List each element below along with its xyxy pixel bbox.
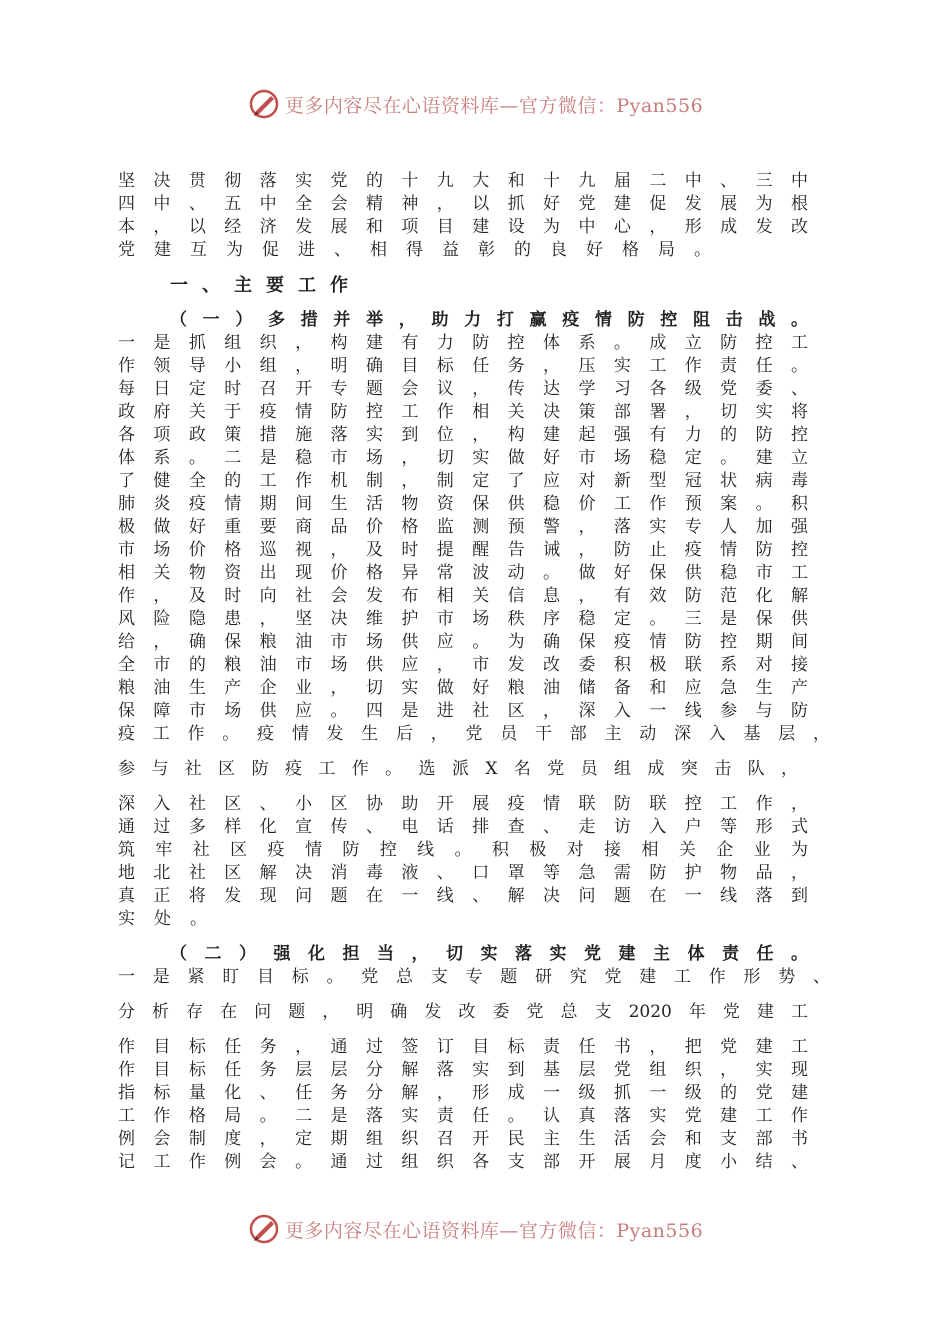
para-line: 保障市场供应。四是进社区，深入一线参与防 [118,701,808,721]
para-line: 地北社区解决消毒液、口罩等急需防护物品， [118,863,808,883]
para-line: 全市的粮油市场供应，市发改委积极联系对接 [118,655,808,675]
para-line: 一是紧盯目标。党总支专题研究党建工作形势、 [118,967,830,987]
para-line: 政府关于疫情防控工作相关决策部署，切实将 [118,402,808,422]
para-line: 真正将发现问题在一线、解决问题在一线落到 [118,886,808,906]
para-line: 体系。二是稳市场，切实做好市场稳定。建立 [118,448,808,468]
para-line: 参与社区防疫工作。选派X名党员组成突击队， [118,759,798,779]
subsection-heading: （一）多措并举，助力打赢疫情防控阻击战。 [170,310,808,330]
para-line: 指标量化、任务分解，形成一级抓一级的党建 [118,1083,808,1103]
section-heading: 一、主要工作 [170,275,362,296]
para-line: 党建互为促进、相得益彰的良好格局。 [118,240,730,260]
pen-logo-icon [247,87,281,121]
para-line: 一是抓组织，构建有力防控体系。成立防控工 [118,333,808,353]
para-line: 例会制度，定期组织召开民主生活会和支部书 [118,1129,808,1149]
para-line: 给，确保粮油市场供应。为确保疫情防控期间 [118,632,808,652]
para-line: 实处。 [118,909,226,929]
para-line: 作领导小组，明确目标任务，压实工作责任。 [118,356,808,376]
watermark-top [0,84,950,124]
para-line: 作目标任务，通过签订目标责任书，把党建工 [118,1037,808,1057]
para-line: 工作格局。二是落实责任。认真落实党建工作 [118,1106,808,1126]
para-line: 作目标任务层层分解落实到基层党组织，实现 [118,1060,808,1080]
para-line: 筑牢社区疫情防控线。积极对接相关企业为 [118,840,808,860]
para-line: 四中、五中全会精神，以抓好党建促发展为根 [118,194,808,214]
para-line: 疫工作。疫情发生后，党员干部主动深入基层， [118,724,830,744]
para-line: 分析存在问题，明确发改委党总支2020年党建工 [118,1002,808,1022]
para-line: 风险隐患，坚决维护市场秩序稳定。三是保供 [118,609,808,629]
para-line: 本，以经济发展和项目建设为中心，形成发改 [118,217,808,237]
para-line: 作，及时向社会发布相关信息，有效防范化解 [118,586,808,606]
watermark-text: 更多内容尽在心语资料库—官方微信：Pyan556 [284,1219,704,1242]
para-line: 肺炎疫情期间生活物资保供稳价工作预案。积 [118,494,808,514]
watermark-text: 更多内容尽在心语资料库—官方微信：Pyan556 [284,94,704,117]
para-line: 通过多样化宣传、电话排查、走访入户等形式 [118,817,808,837]
watermark-bottom [0,1209,950,1249]
para-line: 极做好重要商品价格监测预警，落实专人加强 [118,517,808,537]
para-line: 粮油生产企业，切实做好粮油储备和应急生产 [118,678,808,698]
para-line: 深入社区、小区协助开展疫情联防联控工作， [118,794,808,814]
para-line: 每日定时召开专题会议，传达学习各级党委、 [118,379,808,399]
para-line: 市场价格巡视，及时提醒告诫，防止疫情防控 [118,540,808,560]
para-line: 坚决贯彻落实党的十九大和十九届二中、三中 [118,171,808,191]
para-line: 各项政策措施落实到位，构建起强有力的防控 [118,425,808,445]
pen-logo-icon [247,1212,281,1246]
para-line: 了健全的工作机制，制定了应对新型冠状病毒 [118,471,808,491]
subsection-heading: （二）强化担当，切实落实党建主体责任。 [170,944,808,964]
para-line: 记工作例会。通过组织各支部开展月度小结、 [118,1152,808,1172]
para-line: 相关物资出现价格异常波动。做好保供稳市工 [118,563,808,583]
